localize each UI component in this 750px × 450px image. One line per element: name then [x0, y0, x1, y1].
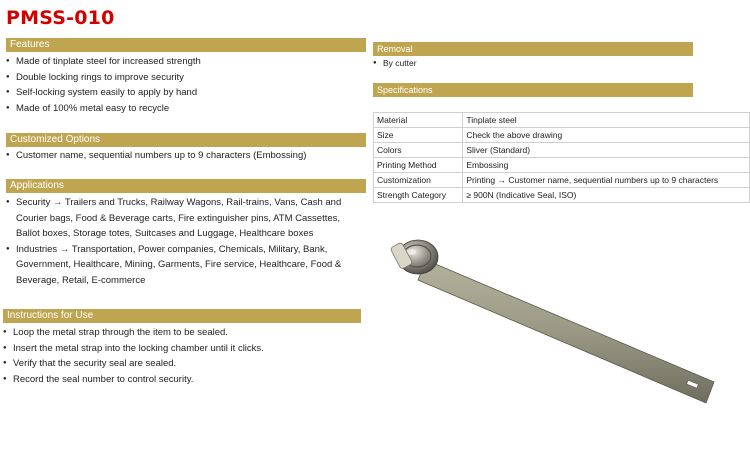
product-image	[384, 230, 734, 420]
spec-label: Material	[374, 113, 463, 128]
instructions-list	[3, 325, 363, 387]
list-item: ● Double locking rings to improve security	[6, 70, 366, 86]
spec-label: Strength Category	[374, 188, 463, 203]
spec-label: Customization	[374, 173, 463, 188]
list-item: ● Self-locking system easily to apply by hand	[6, 85, 366, 101]
table-row	[374, 128, 750, 143]
list-item: ● Verify that the security seal are sealed.	[3, 356, 363, 372]
table-row	[374, 143, 750, 158]
features-list	[6, 54, 366, 116]
table-row	[374, 113, 750, 128]
spec-label: Printing Method	[374, 158, 463, 173]
spec-value: Printing → Customer name, sequential numbers up to 9 characters	[463, 173, 750, 188]
instructions-heading: Instructions for Use	[3, 309, 361, 323]
page-title: PMSS-010	[6, 7, 115, 29]
list-item: ● Record the seal number to control security.	[3, 372, 363, 388]
list-item: ● Industries → Transportation, Power companies, Chemicals, Military, Bank, Government, Healthcare, Mining, Garments, Fire service, Healthcare, Food & Beverage, Retail, E-commerce	[6, 242, 362, 289]
table-row	[374, 188, 750, 203]
features-heading: Features	[6, 38, 366, 52]
removal-heading: Removal	[373, 42, 693, 56]
specifications-heading: Specifications	[373, 83, 693, 97]
list-item: ● By cutter	[373, 57, 693, 69]
spec-value: Check the above drawing	[463, 128, 750, 143]
locking-head	[390, 240, 438, 274]
list-item: ● Customer name, sequential numbers up to 9 characters (Embossing)	[6, 148, 366, 164]
spec-value: Embossing	[463, 158, 750, 173]
strap	[418, 260, 714, 403]
specifications-table	[373, 112, 750, 203]
table-row	[374, 173, 750, 188]
spec-label: Colors	[374, 143, 463, 158]
list-item: ● Insert the metal strap into the locking chamber until it clicks.	[3, 341, 363, 357]
customized-list	[6, 148, 366, 164]
list-item: ● Made of 100% metal easy to recycle	[6, 101, 366, 117]
spec-label: Size	[374, 128, 463, 143]
spec-value: ≥ 900N (Indicative Seal, ISO)	[463, 188, 750, 203]
removal-list	[373, 57, 693, 69]
spec-value: Sliver (Standard)	[463, 143, 750, 158]
list-item: ● Made of tinplate steel for increased strength	[6, 54, 366, 70]
spec-value: Tinplate steel	[463, 113, 750, 128]
applications-list	[6, 195, 362, 289]
customized-heading: Customized Options	[6, 133, 366, 147]
applications-heading: Applications	[6, 179, 366, 193]
list-item: ● Loop the metal strap through the item to be sealed.	[3, 325, 363, 341]
table-row	[374, 158, 750, 173]
list-item: ● Security → Trailers and Trucks, Railway Wagons, Rail-trains, Vans, Cash and Courier bags, Food & Beverage carts, Fire extinguisher pins, ATM Cassettes, Ballot boxes, Storage totes, Suitcases and Luggage, Healthcare boxes	[6, 195, 362, 242]
